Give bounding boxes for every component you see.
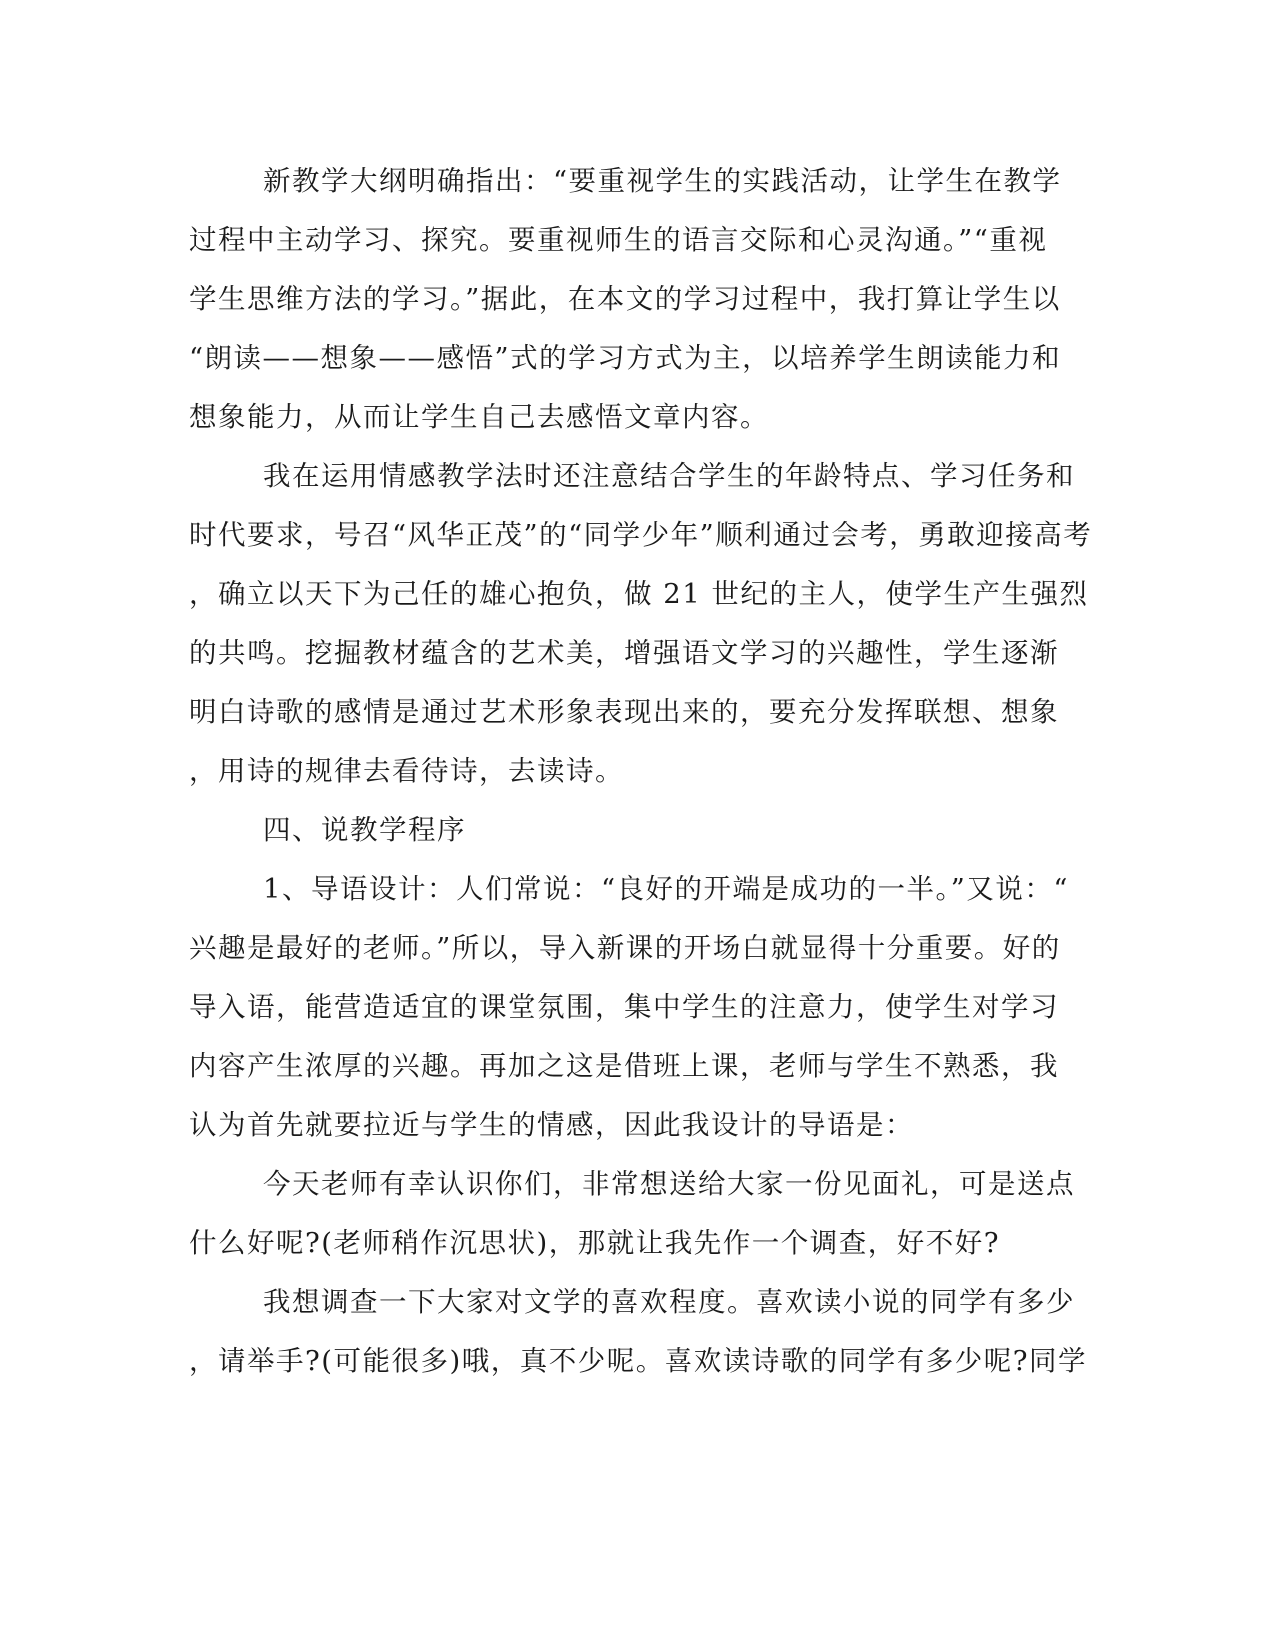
paragraph-2-line-3: ，确立以天下为己任的雄心抱负，做 21 世纪的主人，使学生产生强烈 [189,578,1089,610]
paragraph-3-line-1: 1、导语设计：人们常说：“良好的开端是成功的一半。”又说：“ [263,873,1069,905]
paragraph-1-line-2: 过程中主动学习、探究。要重视师生的语言交际和心灵沟通。”“重视 [189,224,1048,256]
paragraph-3-line-3: 导入语，能营造适宜的课堂氛围，集中学生的注意力，使学生对学习 [189,991,1059,1023]
paragraph-1-line-4: “朗读——想象——感悟”式的学习方式为主，以培养学生朗读能力和 [189,342,1062,374]
paragraph-2-line-5: 明白诗歌的感情是通过艺术形象表现出来的，要充分发挥联想、想象 [189,696,1059,728]
paragraph-2-line-4: 的共鸣。挖掘教材蕴含的艺术美，增强语文学习的兴趣性，学生逐渐 [189,637,1059,669]
paragraph-1-line-3: 学生思维方法的学习。”据此，在本文的学习过程中，我打算让学生以 [189,283,1061,315]
paragraph-3-line-2: 兴趣是最好的老师。”所以，导入新课的开场白就显得十分重要。好的 [189,932,1061,964]
paragraph-1-line-1: 新教学大纲明确指出：“要重视学生的实践活动，让学生在教学 [263,165,1062,197]
paragraph-1-line-5: 想象能力，从而让学生自己去感悟文章内容。 [189,401,769,433]
paragraph-3-line-4: 内容产生浓厚的兴趣。再加之这是借班上课，老师与学生不熟悉，我 [189,1050,1059,1082]
section-heading: 四、说教学程序 [263,814,466,846]
paragraph-4-line-1: 今天老师有幸认识你们，非常想送给大家一份见面礼，可是送点 [263,1168,1075,1200]
paragraph-2-line-1: 我在运用情感教学法时还注意结合学生的年龄特点、学习任务和 [263,460,1075,492]
paragraph-3-line-5: 认为首先就要拉近与学生的情感，因此我设计的导语是： [189,1109,914,1141]
paragraph-4-line-2: 什么好呢?(老师稍作沉思状)，那就让我先作一个调查，好不好? [189,1227,1000,1259]
paragraph-5-line-1: 我想调查一下大家对文学的喜欢程度。喜欢读小说的同学有多少 [263,1286,1075,1318]
paragraph-2-line-2: 时代要求，号召“风华正茂”的“同学少年”顺利通过会考，勇敢迎接高考 [189,519,1093,551]
paragraph-5-line-2: ，请举手?(可能很多)哦，真不少呢。喜欢读诗歌的同学有多少呢?同学 [189,1345,1087,1377]
paragraph-2-line-6: ，用诗的规律去看待诗，去读诗。 [189,755,624,787]
